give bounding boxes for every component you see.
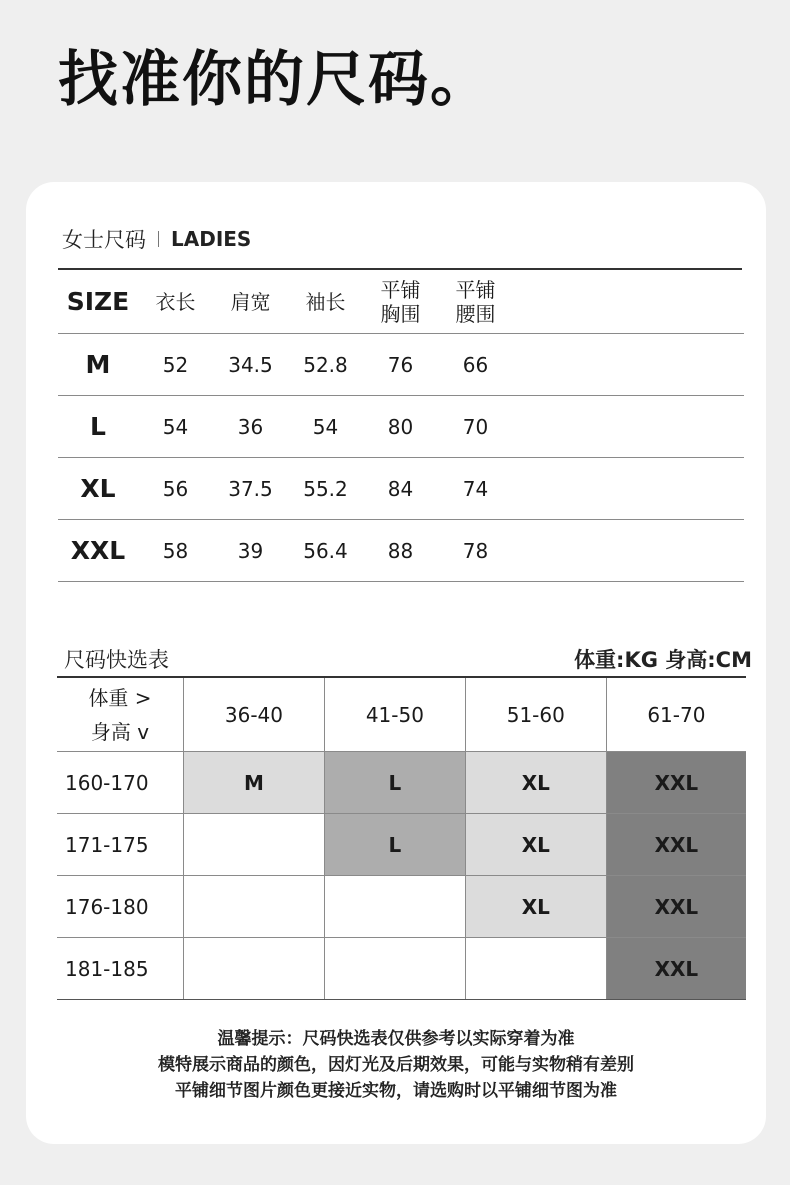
size-measurement-table	[58, 270, 744, 582]
size-pick-cell: XL	[465, 814, 606, 876]
table-row	[58, 520, 744, 582]
table-cell: 34.5	[213, 334, 288, 396]
chest-header: 平铺 胸围	[363, 270, 438, 334]
table-cell: 70	[438, 396, 513, 458]
table-cell: 78	[438, 520, 513, 582]
ladies-section-header	[62, 224, 251, 254]
weight-header-cell: 51-60	[465, 677, 606, 752]
height-cell: 181-185	[57, 938, 184, 1000]
size-pick-cell: XXL	[606, 876, 746, 938]
height-cell: 171-175	[57, 814, 184, 876]
table-row	[57, 814, 746, 876]
table-cell: 58	[138, 520, 213, 582]
note-line: 平铺细节图片颜色更接近实物，请选购时以平铺细节图为准	[175, 1081, 617, 1101]
size-pick-cell: L	[324, 752, 465, 814]
table-cell: 88	[363, 520, 438, 582]
page-title: 找准你的尺码。	[58, 45, 492, 115]
size-pick-cell	[465, 938, 606, 1000]
table-cell: 52.8	[288, 334, 363, 396]
table-row	[58, 334, 744, 396]
table-row	[58, 396, 744, 458]
table-cell: 66	[438, 334, 513, 396]
length-header: 衣长	[138, 270, 213, 334]
table-cell: 54	[288, 396, 363, 458]
weight-header-cell: 36-40	[184, 677, 325, 752]
units-label: 体重:KG 身高:CM	[574, 648, 752, 672]
size-pick-cell	[184, 814, 325, 876]
table-cell: 36	[213, 396, 288, 458]
size-pick-cell: XL	[465, 876, 606, 938]
weight-header-row	[57, 677, 746, 752]
size-pick-cell: XXL	[606, 938, 746, 1000]
note-line: 温馨提示：尺码快选表仅供参考以实际穿着为准	[217, 1029, 575, 1049]
size-cell: M	[58, 334, 138, 396]
axis-corner-cell: 体重 > 身高 v	[57, 677, 184, 752]
size-pick-cell	[324, 938, 465, 1000]
table-cell: 76	[363, 334, 438, 396]
quick-pick-table	[57, 676, 746, 1000]
size-pick-cell: XL	[465, 752, 606, 814]
table-row	[57, 938, 746, 1000]
table-row	[57, 752, 746, 814]
size-pick-cell	[184, 876, 325, 938]
weight-header-cell: 41-50	[324, 677, 465, 752]
size-pick-cell: M	[184, 752, 325, 814]
size-pick-cell: XXL	[606, 814, 746, 876]
size-pick-cell	[324, 876, 465, 938]
table-cell: 84	[363, 458, 438, 520]
table-cell: 56	[138, 458, 213, 520]
table-cell: 80	[363, 396, 438, 458]
table-cell: 54	[138, 396, 213, 458]
size-chart-card	[26, 182, 766, 1144]
notes	[26, 1026, 766, 1104]
table-cell: 56.4	[288, 520, 363, 582]
weight-header-cell: 61-70	[606, 677, 746, 752]
size-cell: L	[58, 396, 138, 458]
size-pick-cell: L	[324, 814, 465, 876]
size-table-header-row	[58, 270, 744, 334]
size-cell: XL	[58, 458, 138, 520]
table-cell: 37.5	[213, 458, 288, 520]
quick-pick-title: 尺码快选表	[64, 648, 169, 672]
size-header: SIZE	[58, 270, 138, 334]
sleeve-header: 袖长	[288, 270, 363, 334]
header-divider	[158, 231, 159, 247]
height-cell: 176-180	[57, 876, 184, 938]
table-cell: 52	[138, 334, 213, 396]
waist-header: 平铺 腰围	[438, 270, 513, 334]
note-line: 模特展示商品的颜色，因灯光及后期效果，可能与实物稍有差别	[158, 1055, 634, 1075]
shoulder-header: 肩宽	[213, 270, 288, 334]
ladies-label-cn: 女士尺码	[62, 228, 146, 252]
size-cell: XXL	[58, 520, 138, 582]
size-pick-cell: XXL	[606, 752, 746, 814]
size-pick-cell	[184, 938, 325, 1000]
table-cell: 39	[213, 520, 288, 582]
height-cell: 160-170	[57, 752, 184, 814]
ladies-label-en: LADIES	[171, 227, 252, 251]
table-cell: 55.2	[288, 458, 363, 520]
table-cell: 74	[438, 458, 513, 520]
table-row	[58, 458, 744, 520]
table-row	[57, 876, 746, 938]
